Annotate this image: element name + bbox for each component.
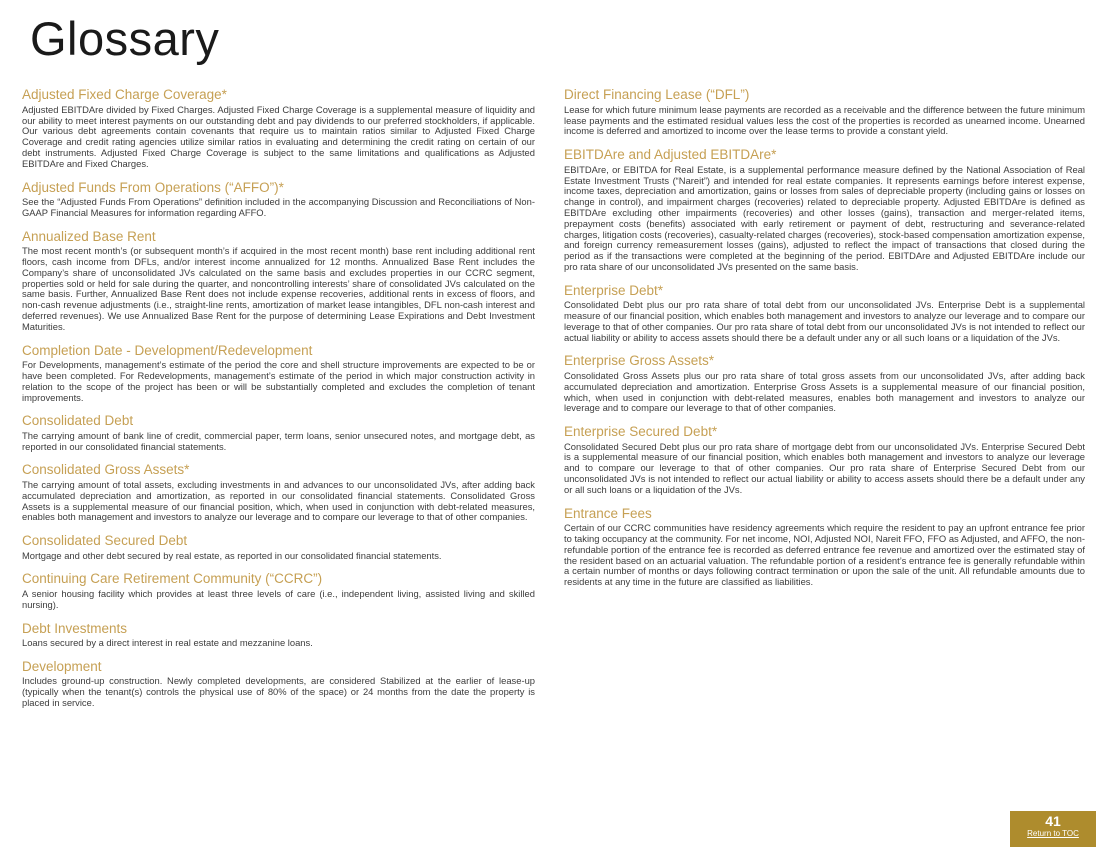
glossary-definition: A senior housing facility which provides at least three levels of care (i.e., independent living, assisted living and skilled nursing). (22, 587, 535, 610)
glossary-definition: The most recent month’s (or subsequent month’s if acquired in the most recent month) base rent including additional rent floors, cash income from DFLs, and/or interest income annualized for 12 months. Annualized Base Rent includes the Company’s share of unconsolidated JVs calculated on the same basis and excludes properties in our CCRC segment, properties sold or held for sale during the quarter, and noncontrolling interests’ share of consolidated JVs calculated on the same basis. Further, Annualized Base Rent does not include expense recoveries, additional rents in excess of floors, and non-cash revenue adjustments (i.e., straight-line rents, amortization of market lease intangibles, DFL non-cash interest and deferred revenues). We use Annualized Base Rent for the purpose of determining Lease Expirations and Debt Investment Maturities. (22, 245, 535, 332)
glossary-term: Completion Date - Development/Redevelopment (22, 342, 313, 358)
glossary-entry (22, 621, 535, 649)
glossary-column-right (564, 87, 1085, 708)
glossary-term: Adjusted Fixed Charge Coverage* (22, 87, 227, 103)
glossary-definition: The carrying amount of total assets, excluding investments in and advances to our unconsolidated JVs, after adding back accumulated depreciation and amortization, as reported in our consolidated financial statements. Consolidated Gross Assets is a supplemental measure of our financial position, which, when used in conjunction with debt-related measures, enables both management and investors to analyze our leverage and to compare our leverage to that of other companies. (22, 478, 535, 523)
glossary-definition: Mortgage and other debt secured by real estate, as reported in our consolidated financial statements. (22, 549, 442, 561)
glossary-entry (564, 283, 1085, 344)
glossary-entry (564, 424, 1085, 496)
glossary-term: Enterprise Secured Debt* (564, 424, 718, 440)
glossary-entry (564, 353, 1085, 414)
glossary-entry (22, 87, 535, 169)
glossary-term: Enterprise Debt* (564, 282, 664, 298)
return-to-toc-link[interactable]: Return to TOC (1027, 829, 1079, 838)
glossary-entry (22, 659, 535, 709)
page-footer-badge (1010, 811, 1096, 847)
glossary-definition: The carrying amount of bank line of credit, commercial paper, term loans, senior unsecured notes, and mortgage debt, as reported in our consolidated financial statements. (22, 429, 535, 452)
glossary-definition: Consolidated Debt plus our pro rata share of total debt from our unconsolidated JVs. Enterprise Debt is a supplemental measure of our financial position, which enables both management and investors to analyze our leverage and to compare our leverage to that of other companies. Our pro rata share of total debt from our unconsolidated JVs is not intended to reflect our actual liability or ability to access assets should there be a default under any or all such loans or a liquidation of the JVs. (564, 299, 1085, 343)
glossary-term: Consolidated Gross Assets* (22, 462, 190, 478)
glossary-entry (22, 571, 535, 610)
glossary-entry (22, 462, 535, 523)
glossary-column-left (22, 87, 535, 708)
glossary-definition: Consolidated Gross Assets plus our pro rata share of total gross assets from our unconsolidated JVs, after adding back accumulated depreciation and amortization. Enterprise Gross Assets is a supplemental measure of our financial position, which, when used in conjunction with debt-related measures, enables both management and investors to analyze our leverage and to compare our leverage to that of other companies. (564, 369, 1085, 414)
glossary-term: Entrance Fees (564, 505, 652, 521)
glossary-definition: See the “Adjusted Funds From Operations” definition included in the accompanying Discussion and Reconciliations of Non-GAAP Financial Measures for information regarding AFFO. (22, 196, 535, 218)
glossary-entry (564, 147, 1085, 272)
page-title: Glossary (30, 12, 220, 65)
glossary-definition: Loans secured by a direct interest in real estate and mezzanine loans. (22, 637, 313, 649)
glossary-term: Annualized Base Rent (22, 228, 156, 244)
glossary-term: Continuing Care Retirement Community (“CCRC”) (22, 571, 323, 587)
glossary-definition: Includes ground-up construction. Newly completed developments, are considered Stabilized at the earlier of lease-up (typically when the tenant(s) controls the physical use of 80% of the space) or 24 months from the date the property is placed in service. (22, 675, 535, 708)
glossary-term: Direct Financing Lease (“DFL”) (564, 87, 750, 103)
page-number: 41 (1045, 813, 1061, 829)
glossary-definition: Consolidated Secured Debt plus our pro rata share of mortgage debt from our unconsolidated JVs. Enterprise Secured Debt is a supplemental measure of our financial position, which enables both management and investors to analyze our leverage and to compare our leverage to that of other companies. Our pro rata share of Enterprise Secured Debt from our unconsolidated JVs is not intended to reflect our actual liability or ability to access assets should there be a default under any or all such loans or a liquidation of the JVs. (564, 440, 1085, 495)
glossary-term: Enterprise Gross Assets* (564, 353, 715, 369)
glossary-entry (564, 506, 1085, 588)
glossary-definition: For Developments, management’s estimate of the period the core and shell structure improvements are expected to be or have been completed. For Redevelopments, management’s estimate of the period in which major construction activity in relation to the scope of the project has been or will be substantially completed and excludes the completion of tenant improvements. (22, 359, 535, 403)
glossary-entry (22, 180, 535, 219)
glossary-definition: EBITDAre, or EBITDA for Real Estate, is a supplemental performance measure defined by the National Association of Real Estate Investment Trusts (“Nareit”) and intended for real estate companies. It represents earnings before interest expense, income taxes, depreciation and amortization, gains or losses from sales of depreciable property (including gains or losses on change in control), and impairment charges (recoveries) related to depreciable property. Adjusted EBITDAre is defined as EBITDAre excluding other impairments (recoveries) and other losses (gains), transaction and merger-related items, prepayment costs (benefits) associated with early retirement or payment of debt, restructuring and severance-related charges, litigation costs (recoveries), casualty-related charges (recoveries), stock-based compensation amortization expense, and foreign currency remeasurement losses (gains), adjusted to reflect the impact of transactions that closed during the period as if the transactions were completed at the beginning of the period. EBITDAre and Adjusted EBITDAre include our pro rata share of our unconsolidated JVs presented on the same basis. (564, 163, 1085, 272)
glossary-entry (22, 533, 535, 561)
glossary-term: Adjusted Funds From Operations (“AFFO”)* (22, 179, 284, 195)
glossary-entry (22, 229, 535, 333)
glossary-definition: Certain of our CCRC communities have residency agreements which require the resident to pay an upfront entrance fee prior to taking occupancy at the community. For net income, NOI, Adjusted NOI, Nareit FFO, FFO as Adjusted, and AFFO, the non-refundable portion of the entrance fee is recorded as deferred entrance fee revenue and amortized over the estimated stay of the resident based on an actuarial valuation. The refundable portion of a resident’s entrance fee is generally refundable within a certain number of months or days following contract termination or upon the sale of the unit. All refundable amounts due to residents at any time in the future are classified as liabilities. (564, 522, 1085, 588)
glossary-term: Development (22, 658, 102, 674)
glossary-columns (22, 87, 1085, 708)
glossary-entry (22, 413, 535, 452)
glossary-term: Consolidated Secured Debt (22, 533, 188, 549)
glossary-term: Debt Investments (22, 620, 128, 636)
glossary-entry (564, 87, 1085, 137)
glossary-definition: Adjusted EBITDAre divided by Fixed Charges. Adjusted Fixed Charge Coverage is a supplemental measure of liquidity and our ability to meet interest payments on our outstanding debt and pay dividends to our preferred stockholders, if applicable. Our various debt agreements contain covenants that require us to maintain ratios similar to Adjusted Fixed Charge Coverage and credit rating agencies utilize similar ratios in evaluating and determining the credit rating on certain of our debt instruments. Adjusted Fixed Charge Coverage is subject to the same limitations and qualifications as Adjusted EBITDAre and Fixed Charges. (22, 103, 535, 169)
glossary-term: Consolidated Debt (22, 413, 134, 429)
glossary-entry (22, 343, 535, 404)
glossary-definition: Lease for which future minimum lease payments are recorded as a receivable and the difference between the future minimum lease payments and the estimated residual values less the cost of the properties is recorded as unearned income. Unearned income is deferred and amortized to income over the lease terms to provide a constant yield. (564, 103, 1085, 137)
glossary-term: EBITDAre and Adjusted EBITDAre* (564, 147, 777, 163)
